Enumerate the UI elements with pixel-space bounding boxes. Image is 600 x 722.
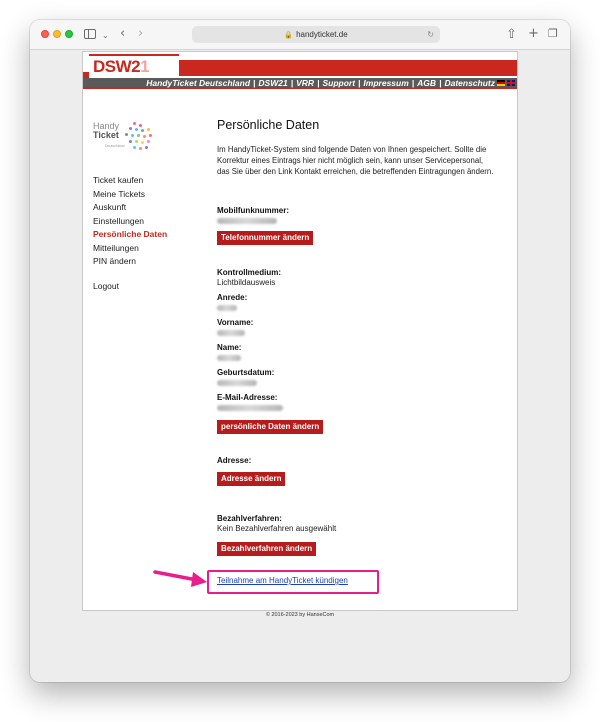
email-label: E-Mail-Adresse: xyxy=(217,393,278,402)
control-medium-field xyxy=(217,268,281,288)
sidebar-item-pin-aendern[interactable]: PIN ändern xyxy=(93,256,136,266)
tab-overview-icon[interactable]: ❐ xyxy=(548,27,558,40)
payment-label: Bezahlverfahren: xyxy=(217,514,282,523)
redacted-phone xyxy=(217,218,277,224)
intro-text: Im HandyTicket-System sind folgende Daten von Ihnen gespeichert. Sollte die Korrektur eines Eintrags hier nicht möglich sein, kann unser Servicepersonal, das Sie über den Link Kontakt erreichen, die betreffenden Eintragungen ändern. xyxy=(217,145,494,176)
main-content xyxy=(217,116,497,553)
brand-line2: Ticket xyxy=(93,130,119,140)
sidebar-item-mitteilungen[interactable]: Mitteilungen xyxy=(93,242,139,253)
sidebar-item-meine-tickets[interactable]: Meine Tickets xyxy=(93,188,145,199)
close-window-button[interactable] xyxy=(41,30,49,38)
reload-icon[interactable]: ↻ xyxy=(427,30,434,39)
dsw21-logo[interactable] xyxy=(89,54,179,78)
payment-value: Kein Bezahlverfahren ausgewählt xyxy=(217,524,337,533)
zoom-window-button[interactable] xyxy=(65,30,73,38)
sidebar-nav xyxy=(93,174,193,293)
back-arrow-icon[interactable]: ‹ xyxy=(120,26,126,41)
nav-link-agb[interactable]: AGB xyxy=(417,78,437,88)
address-bar[interactable] xyxy=(192,26,440,43)
brand-line1: Handy xyxy=(93,121,120,131)
sidebar-item-auskunft[interactable]: Auskunft xyxy=(93,202,127,212)
anrede-field xyxy=(217,293,247,314)
header-band xyxy=(179,60,517,76)
redacted-email xyxy=(217,405,283,411)
nav-link-dsw21[interactable]: DSW21 xyxy=(258,78,288,88)
redacted-birthdate xyxy=(217,380,257,386)
sidebar-item-einstellungen[interactable]: Einstellungen xyxy=(93,215,145,226)
pointer-arrow-icon xyxy=(153,568,209,588)
browser-toolbar xyxy=(30,20,570,50)
uk-flag-icon[interactable] xyxy=(507,80,515,86)
cancel-participation-link[interactable]: Teilnahme am HandyTicket kündigen xyxy=(217,576,348,585)
web-page xyxy=(82,51,518,618)
logo-text-faded: 1 xyxy=(140,57,150,76)
name-field xyxy=(217,343,241,364)
top-nav: HandyTicket Deutschland | DSW21 | VRR | Support | Impressum | AGB | Datenschutz xyxy=(83,78,517,89)
change-payment-button[interactable]: Bezahlverfahren ändern xyxy=(217,542,316,556)
anrede-label: Anrede: xyxy=(217,293,248,302)
payment-field xyxy=(217,514,336,556)
nav-link-handyticket[interactable]: HandyTicket Deutschland xyxy=(146,78,251,88)
browser-window xyxy=(30,20,570,682)
sidebar-toggle-icon[interactable] xyxy=(84,29,96,39)
medium-value: Lichtbildausweis xyxy=(217,278,276,287)
medium-label: Kontrollmedium: xyxy=(217,268,281,277)
nav-link-vrr[interactable]: VRR xyxy=(296,78,315,88)
geburtsdatum-label: Geburtsdatum: xyxy=(217,368,275,377)
vorname-field xyxy=(217,318,253,339)
german-flag-icon[interactable] xyxy=(497,80,505,86)
forward-arrow-icon[interactable]: › xyxy=(138,26,144,41)
address-field xyxy=(217,456,285,486)
nav-link-impressum[interactable]: Impressum xyxy=(363,78,409,88)
share-icon[interactable]: ⇧ xyxy=(506,27,517,42)
new-tab-icon[interactable]: + xyxy=(528,26,539,41)
copyright-footer: © 2016-2023 by HanseCom xyxy=(265,612,335,618)
change-address-button[interactable]: Adresse ändern xyxy=(217,472,285,486)
address-label: Adresse: xyxy=(217,456,252,465)
vorname-label: Vorname: xyxy=(217,318,254,327)
change-personal-data-button[interactable]: persönliche Daten ändern xyxy=(217,420,323,434)
change-phone-button[interactable]: Telefonnummer ändern xyxy=(217,231,313,245)
sidebar-item-persoenliche-daten[interactable]: Persönliche Daten xyxy=(93,229,168,239)
redacted-anrede xyxy=(217,305,237,311)
lock-icon: 🔒 xyxy=(284,31,294,39)
nav-link-support[interactable]: Support xyxy=(322,78,356,88)
redacted-vorname xyxy=(217,330,245,336)
chevron-down-icon[interactable]: ⌄ xyxy=(102,31,109,40)
brand-line3: Deutschland xyxy=(105,144,125,148)
geburtsdatum-field xyxy=(217,368,274,389)
url-text: handyticket.de xyxy=(296,30,348,39)
mobile-field xyxy=(217,206,313,245)
sidebar-item-ticket-kaufen[interactable]: Ticket kaufen xyxy=(93,175,144,185)
minimize-window-button[interactable] xyxy=(53,30,61,38)
dot-pattern-icon xyxy=(125,122,155,152)
page-title: Persönliche Daten xyxy=(217,118,320,132)
redacted-name xyxy=(217,355,241,361)
handyticket-logo xyxy=(93,122,155,158)
email-field xyxy=(217,393,323,434)
mobile-label: Mobilfunknummer: xyxy=(217,206,289,215)
nav-link-datenschutz[interactable]: Datenschutz xyxy=(444,78,495,88)
logo-text: DSW2 xyxy=(93,57,141,76)
name-label: Name: xyxy=(217,343,242,352)
sidebar-item-logout[interactable]: Logout xyxy=(93,280,119,291)
site-header xyxy=(83,52,517,80)
